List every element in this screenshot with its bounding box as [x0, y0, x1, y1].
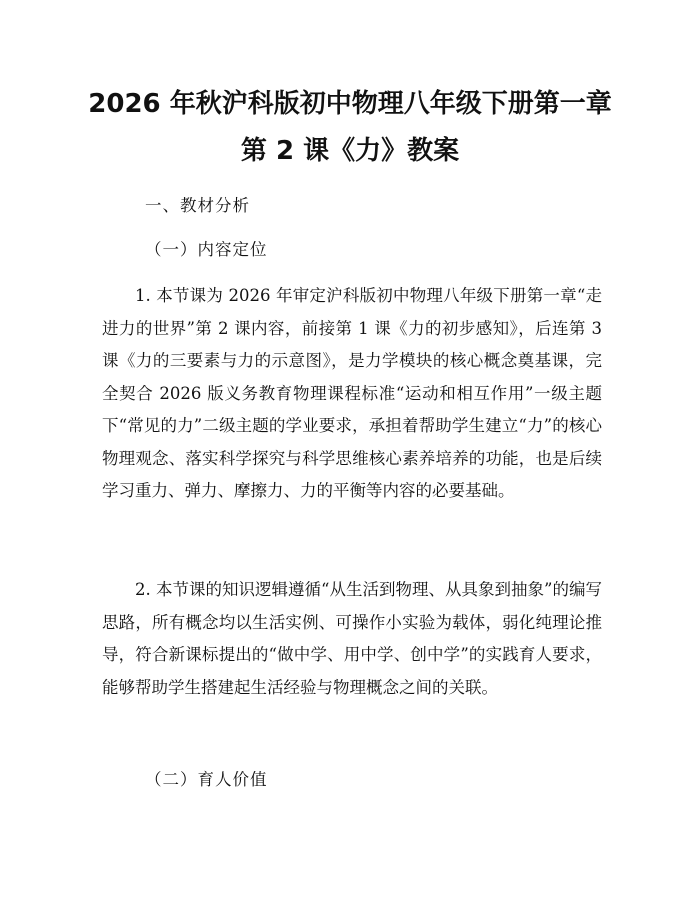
- document-title-line-2: 第 2 课《力》教案: [240, 136, 460, 166]
- document-title-line-1: 2026 年秋沪科版初中物理八年级下册第一章: [88, 89, 612, 119]
- subsection-heading-educational-value: （二）育人价值: [145, 770, 268, 789]
- paragraph-1: 1. 本节课为 2026 年审定沪科版初中物理八年级下册第一章“走进力的世界”第 2 课内容，前接第 1 课《力的初步感知》，后连第 3 课《力的三要素与力的示意图》，是力学模块的核心概念奠基课，完全契合 2026 版义务教育物理课程标准“运动和相互作用”一级主题下“常见的力”二级主题的学业要求，承担着帮助学生建立“力”的核心物理观念、落实科学探究与科学思维核心素养培养的功能，也是后续学习重力、弹力、摩擦力、力的平衡等内容的必要基础。: [102, 286, 602, 500]
- subsection-heading-content-positioning: （一）内容定位: [145, 240, 268, 259]
- section-heading-textbook-analysis: 一、教材分析: [145, 196, 250, 215]
- paragraph-2: 2. 本节课的知识逻辑遵循“从生活到物理、从具象到抽象”的编写思路，所有概念均以生活实例、可操作小实验为载体，弱化纯理论推导，符合新课标提出的“做中学、用中学、创中学”的实践育人要求，能够帮助学生搭建起生活经验与物理概念之间的关联。: [102, 580, 602, 697]
